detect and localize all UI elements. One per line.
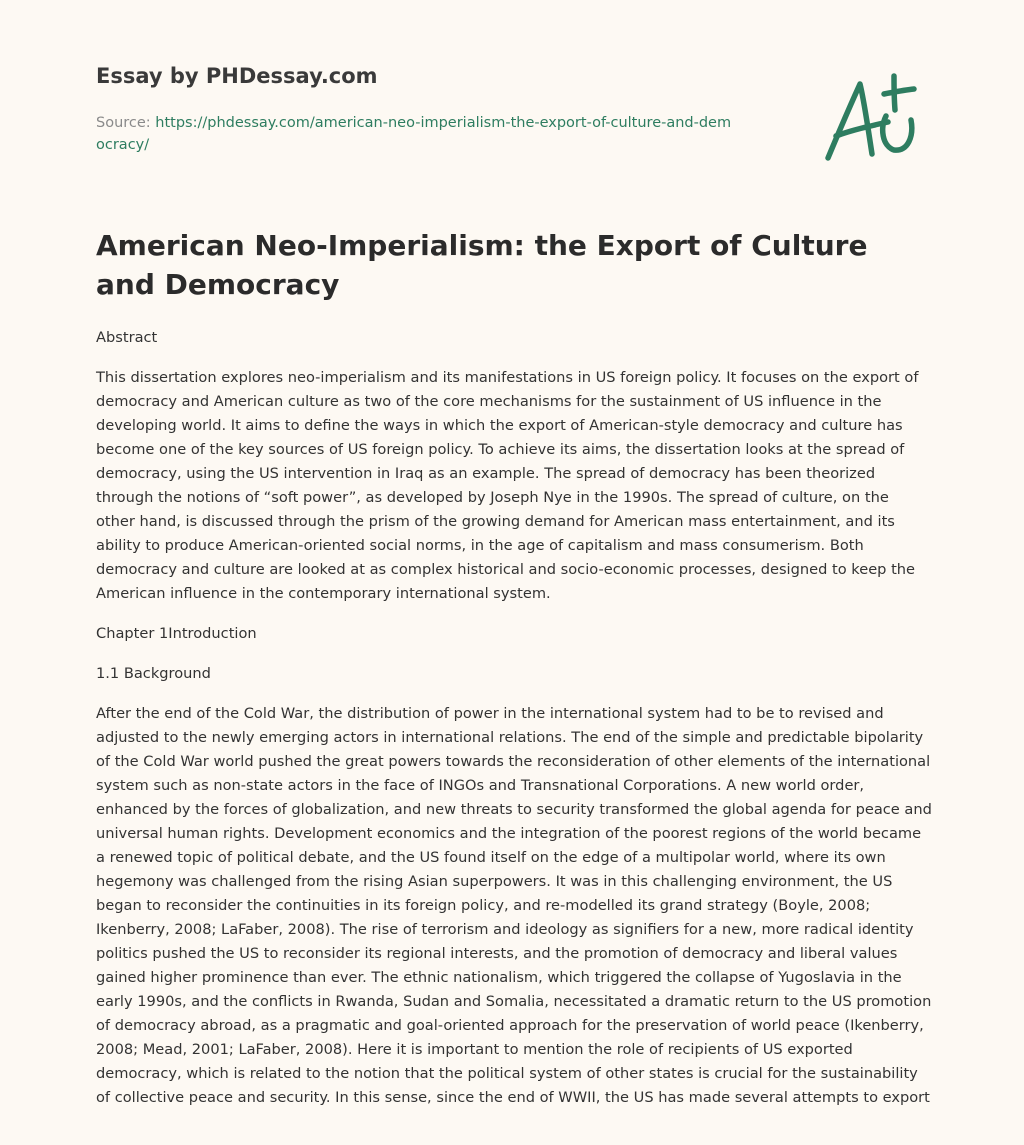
source-link[interactable]: https://phdessay.com/american-neo-imperialism-the-export-of-culture-and-democracy/: [96, 115, 732, 153]
source-label: Source:: [96, 115, 156, 131]
source-line: [96, 112, 736, 156]
essay-body: [96, 326, 932, 1126]
section-heading: 1.1 Background: [96, 665, 211, 682]
background-paragraph: After the end of the Cold War, the distribution of power in the international system had to be to revised and adjusted to the newly emerging actors in international relations. The end of the simple and predictable bipolarity of the Cold War world pushed the great powers towards the reconsideration of other elements of the international system such as non-state actors in the face of INGOs and Transnational Corporations. A new world order, enhanced by the forces of globalization, and new threats to security transformed the global agenda for peace and universal human rights. Development economics and the integration of the poorest regions of the world became a renewed topic of political debate, and the US found itself on the edge of a multipolar world, where its own hegemony was challenged from the rising Asian superpowers. It was in this challenging environment, the US began to reconsider the continuities in its foreign policy, and re-modelled its grand strategy (Boyle, 2008; Ikenberry, 2008; LaFaber, 2008). The rise of terrorism and ideology as signifiers for a new, more radical identity politics pushed the US to reconsider its regional interests, and the promotion of democracy and liberal values gained higher prominence than ever. The ethnic nationalism, which triggered the collapse of Yugoslavia in the early 1990s, and the conflicts in Rwanda, Sudan and Somalia, necessitated a dramatic return to the US promotion of democracy abroad, as a pragmatic and goal-oriented approach for the preservation of world peace (Ikenberry, 2008; Mead, 2001; LaFaber, 2008). Here it is important to mention the role of recipients of US exported democracy, which is related to the notion that the political system of other states is crucial for the sustainability of collective peace and security. In this sense, since the end of WWII, the US has made several attempts to export: [96, 705, 932, 1106]
a-plus-grade-icon: [814, 70, 924, 166]
abstract-heading: Abstract: [96, 329, 158, 346]
site-title: Essay by PHDessay.com: [96, 64, 378, 88]
essay-title: American Neo-Imperialism: the Export of Culture and Democracy: [96, 229, 868, 301]
chapter-heading: Chapter 1Introduction: [96, 625, 257, 642]
abstract-paragraph: This dissertation explores neo-imperialism and its manifestations in US foreign policy. It focuses on the export of democracy and American culture as two of the core mechanisms for the sustainment of US influence in the developing world. It aims to define the ways in which the export of American-style democracy and culture has become one of the key sources of US foreign policy. To achieve its aims, the dissertation looks at the spread of democracy, using the US intervention in Iraq as an example. The spread of democracy has been theorized through the notions of “soft power”, as developed by Joseph Nye in the 1990s. The spread of culture, on the other hand, is discussed through the prism of the growing demand for American mass entertainment, and its ability to produce American-oriented social norms, in the age of capitalism and mass consumerism. Both democracy and culture are looked at as complex historical and socio-economic processes, designed to keep the American influence in the contemporary international system.: [96, 369, 919, 602]
